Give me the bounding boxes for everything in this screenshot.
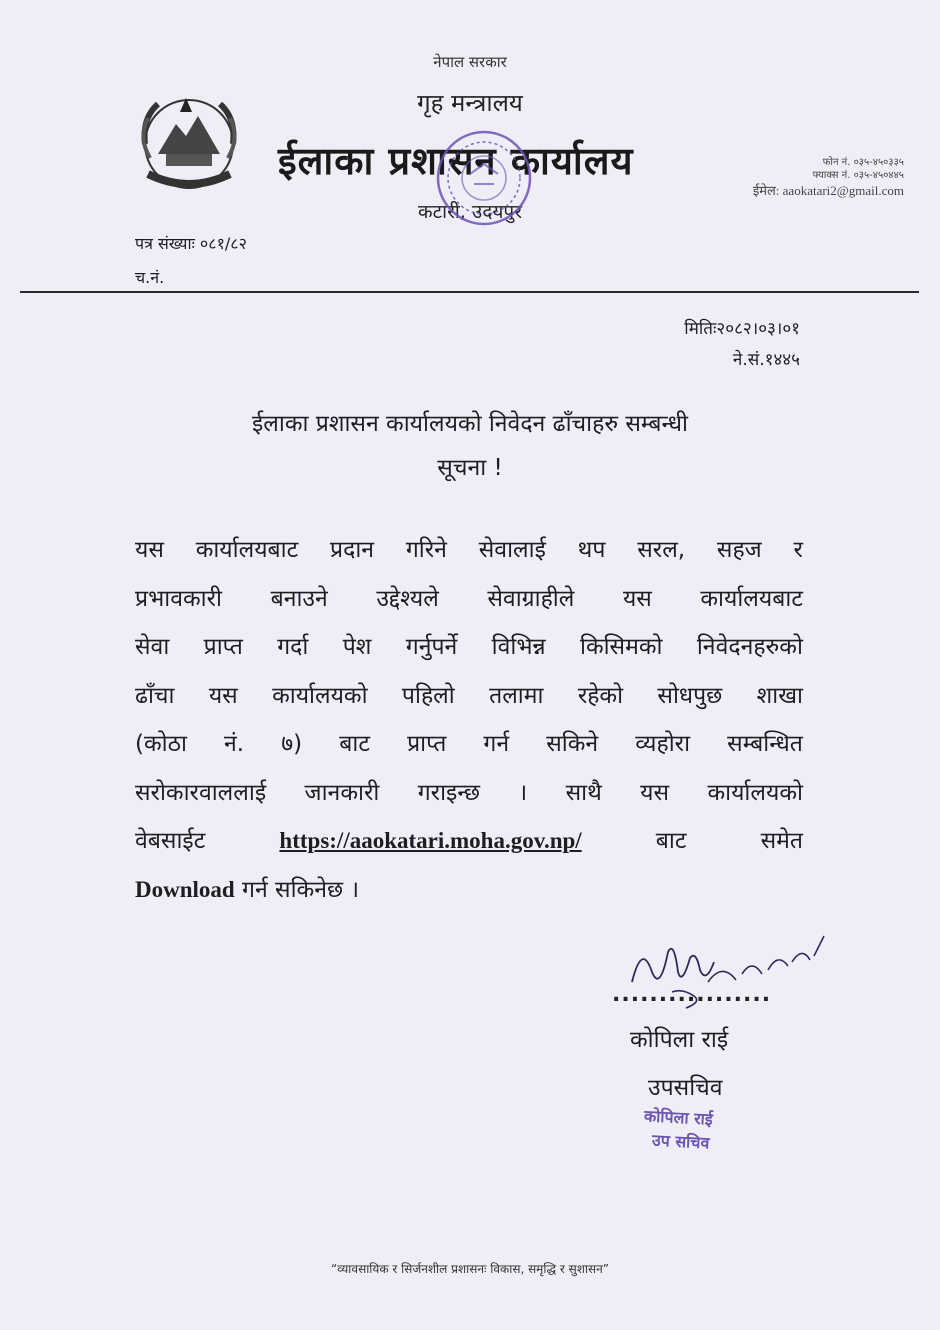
body-word: ७) (281, 731, 303, 757)
body-word: गर्दा (277, 634, 309, 660)
office-location: कटारी, उदयपुर (418, 201, 522, 223)
body-word: ढाँचा (135, 682, 175, 709)
body-word: रहेको (577, 682, 624, 709)
subject-line: ईलाका प्रशासन कार्यालयको निवेदन ढाँचाहरु सम्बन्धी (251, 411, 689, 437)
body-word: सरल, (637, 537, 686, 563)
body-word: विभिन्न (491, 634, 546, 660)
website-prefix: वेबसाईट (135, 828, 206, 854)
body-word: गर्न (483, 731, 510, 757)
office-name: ईलाका प्रशासन कार्यालय (278, 139, 634, 183)
body-word: नं. (224, 731, 245, 757)
body-word: जानकारी (304, 779, 380, 806)
body-word: सोधपुछ (657, 682, 723, 709)
bs-date: मितिः२०८२।०३।०१ (684, 319, 800, 339)
body-word: गर्नुपर्ने (405, 634, 458, 660)
body-word: प्राप्त (407, 731, 447, 757)
dispatch-number: च.नं. (135, 268, 165, 287)
body-word: प्राप्त (203, 634, 243, 660)
government-name: नेपाल सरकार (433, 53, 507, 71)
body-word: । (518, 779, 528, 806)
body-word: उद्देश्यले (376, 585, 439, 612)
download-word: Download (135, 876, 235, 902)
body-word: यस (640, 779, 670, 806)
email-address[interactable]: aaokatari2@gmail.com (782, 183, 904, 198)
body-word: कार्यालयको (707, 779, 803, 806)
ministry-name: गृह मन्त्रालय (417, 89, 523, 117)
body-word: सेवा (135, 634, 170, 660)
body-line (135, 769, 803, 818)
body-line (135, 526, 803, 575)
body-word: यस (208, 682, 238, 709)
body-word: सेवाग्राहीले (487, 585, 575, 612)
body-word: प्रदान (330, 537, 375, 563)
body-line (135, 672, 803, 721)
body-word: यस (622, 585, 652, 612)
notice-body (135, 526, 803, 914)
body-word: सहज (716, 537, 762, 563)
signer-designation: उपसचिव (648, 1075, 723, 1101)
website-suffix: समेत (760, 828, 803, 854)
body-word: सेवालाई (478, 537, 546, 563)
footer-motto: “व्यावसायिक र सिर्जनशील प्रशासनः विकास, समृद्धि र सुशासन” (331, 1262, 609, 1276)
contact-block (753, 156, 904, 200)
body-word: सम्बन्धित (727, 731, 803, 757)
subject-heading (0, 402, 940, 490)
body-word: थप (577, 537, 606, 563)
office-stamp-icon (432, 126, 536, 230)
body-word: पेश (342, 634, 372, 660)
signature-line: ................. (612, 982, 772, 1007)
body-line (135, 720, 803, 769)
body-line (135, 866, 803, 915)
letter-number: पत्र संख्याः ०८१/८२ (135, 234, 247, 253)
body-word: र (793, 537, 803, 563)
body-word: सकिने (546, 731, 599, 757)
body-word: कार्यालयको (272, 682, 368, 709)
header-divider (20, 291, 919, 293)
body-word: शाखा (756, 682, 803, 709)
designation-seal: उप सचिव (651, 1130, 710, 1153)
body-line (135, 623, 803, 672)
website-suffix: बाट (655, 828, 687, 854)
body-word: बाट (339, 731, 370, 757)
body-word: सरोकारवाललाई (135, 779, 267, 806)
body-word: पहिलो (401, 682, 455, 709)
subject-line: सूचना ! (437, 455, 503, 481)
body-word: यस (135, 537, 164, 563)
body-word: (कोठा (135, 731, 187, 757)
ns-date: ने.सं.१४४५ (732, 350, 800, 370)
body-word: कार्यालयबाट (700, 585, 803, 612)
website-link[interactable]: https://aaokatari.moha.gov.np/ (279, 828, 582, 853)
body-word: साथै (565, 779, 602, 806)
body-word: व्यहोरा (635, 731, 691, 757)
body-word: किसिमको (579, 634, 663, 660)
name-seal: कोपिला राई (643, 1106, 714, 1129)
phone-number: फोन नं. ०३५-४५०३३५ (822, 157, 904, 168)
body-word: निवेदनहरुको (696, 634, 803, 660)
body-word: तलामा (489, 682, 544, 709)
signer-name: कोपिला राई (630, 1027, 729, 1053)
body-word: प्रभावकारी (135, 585, 222, 612)
body-word: बनाउने (270, 585, 328, 612)
body-line (135, 575, 803, 624)
body-word: गरिने (405, 537, 447, 563)
body-word: गराइन्छ (417, 779, 481, 806)
body-line (135, 817, 803, 866)
body-word: कार्यालयबाट (195, 537, 299, 563)
fax-number: फ्याक्स नं. ०३५-४५०४४५ (812, 170, 904, 181)
closing-text: गर्न सकिनेछ । (242, 876, 360, 903)
email-label: ईमेल: (752, 183, 780, 198)
